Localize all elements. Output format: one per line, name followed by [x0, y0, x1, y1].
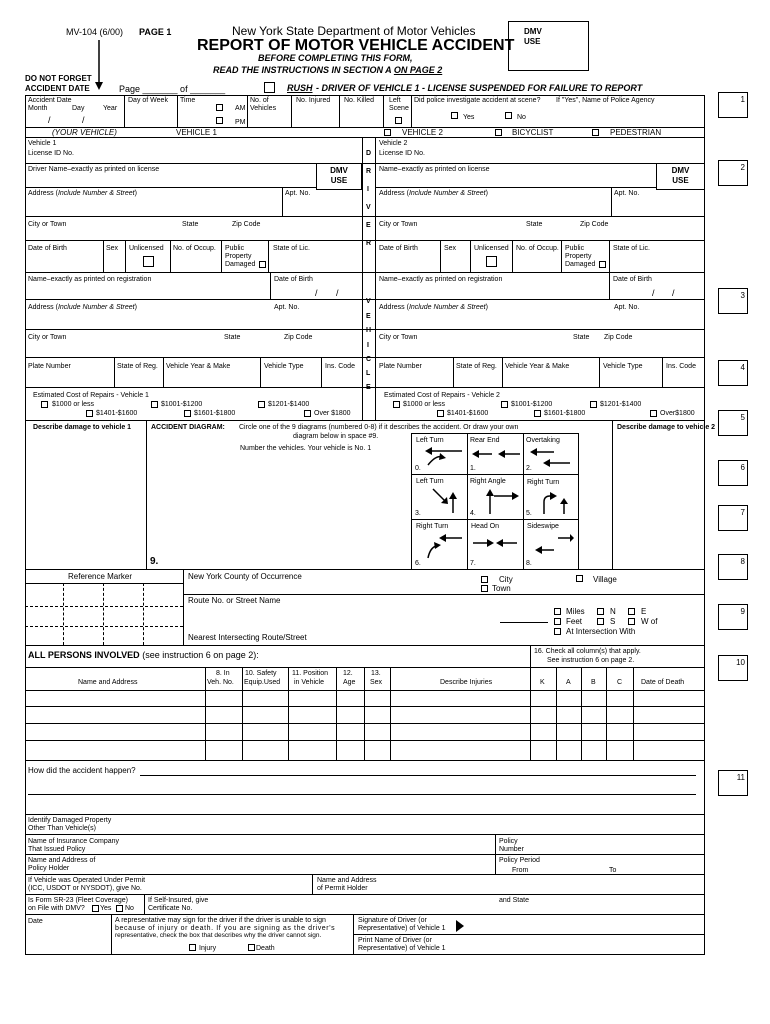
v2-cost-label: Estimated Cost of Repairs - Vehicle 2: [384, 392, 500, 399]
v2-cost-1000[interactable]: [393, 401, 400, 408]
arrow-right-icon: [456, 920, 464, 932]
col-8a: 8. In: [216, 670, 230, 677]
v2-cost-over[interactable]: [650, 410, 657, 417]
col-name-address: Name and Address: [78, 679, 138, 686]
v1-cost-over-label: Over $1800: [314, 410, 351, 417]
diagram-4-num[interactable]: 4.: [470, 510, 476, 517]
diagram-7-num[interactable]: 7.: [470, 560, 476, 567]
v2-reg-apt[interactable]: Apt. No.: [614, 304, 640, 311]
print-name-1[interactable]: Print Name of Driver (or: [358, 937, 432, 944]
police-agency-label: If "Yes", Name of Police Agency: [556, 97, 655, 104]
south-label: S: [610, 617, 616, 626]
diagram-space-9: 9.: [150, 556, 159, 567]
policy-number-2[interactable]: Number: [499, 846, 524, 853]
col-10b: Equip.Used: [244, 679, 281, 686]
v1-license-label: Vehicle 1: [28, 140, 57, 147]
v1-reg-city[interactable]: City or Town: [28, 334, 67, 341]
v2-zip[interactable]: Zip Code: [580, 221, 609, 228]
month-label: Month: [28, 105, 48, 112]
v1-sex[interactable]: Sex: [106, 245, 119, 252]
self-insured-1[interactable]: If Self-Insured, give: [148, 897, 209, 904]
diagram-1-label: Rear End: [470, 437, 500, 444]
v1-cost-label: Estimated Cost of Repairs - Vehicle 1: [33, 392, 149, 399]
city-label: City: [499, 575, 513, 584]
dmv-use-box: [508, 21, 589, 71]
identify-property-1[interactable]: Identify Damaged Property: [28, 817, 112, 824]
damage-v1-label: Describe damage to vehicle 1: [33, 424, 132, 431]
person-row-2[interactable]: [25, 723, 705, 724]
side-box-3: 3: [718, 288, 748, 314]
rep-text-1: A representative may sign for the driver if the driver is unable to sign: [115, 917, 326, 924]
v1-cost-1601[interactable]: [184, 410, 191, 417]
west-label: W of: [641, 617, 658, 626]
v1-unlicensed-checkbox[interactable]: [143, 256, 154, 267]
side-box-6: 6: [718, 460, 748, 486]
policy-holder-1[interactable]: Name and Address of: [28, 857, 96, 864]
v1-zip[interactable]: Zip Code: [232, 221, 261, 228]
side-box-2: 2: [718, 160, 748, 186]
col-k: K: [540, 679, 545, 686]
v2-cost-1601-label: $1601-$1800: [544, 410, 586, 417]
city-checkbox[interactable]: [481, 576, 488, 583]
v2-cost-over-label: Over$1800: [660, 410, 695, 417]
left-scene-label2: Scene: [389, 105, 409, 112]
v2-state[interactable]: State: [526, 221, 543, 228]
driver-vertical-e: E: [366, 222, 371, 229]
num-vehicles-label2: Vehicles: [250, 105, 277, 112]
col-11a: 11. Position: [292, 670, 329, 677]
how-happen-line1[interactable]: [140, 775, 696, 776]
v1-state-lic[interactable]: State of Lic.: [273, 245, 310, 252]
v1-cost-1201[interactable]: [258, 401, 265, 408]
police-yes-checkbox[interactable]: [451, 112, 458, 119]
county-label[interactable]: New York County of Occurrence: [188, 572, 302, 581]
v1-license-id[interactable]: License ID No.: [28, 150, 74, 157]
v2-reg-dob-slash1: /: [652, 288, 655, 298]
south-checkbox[interactable]: [597, 618, 604, 625]
num-injured-label: No. Injured: [296, 97, 331, 104]
person-row-3[interactable]: [25, 740, 705, 741]
diagram-0-label: Left Turn: [416, 437, 444, 444]
dmv-use-label2: USE: [524, 37, 541, 46]
v1-reg-dob-slash2: /: [336, 288, 339, 298]
accident-date-label: Accident Date: [28, 97, 72, 104]
date-label[interactable]: Date: [28, 918, 43, 925]
permit-holder-1[interactable]: Name and Address: [317, 877, 377, 884]
v2-cost-1000-label: $1000 or less: [403, 401, 446, 408]
v1-reg-dob[interactable]: Date of Birth: [274, 276, 313, 283]
v2-state-lic[interactable]: State of Lic.: [613, 245, 650, 252]
v2-sex[interactable]: Sex: [444, 245, 457, 252]
v2-cost-1401[interactable]: [437, 410, 444, 417]
v2-public-3: Damaged: [565, 261, 596, 268]
v2-year-make[interactable]: Vehicle Year & Make: [505, 363, 570, 370]
pm-checkbox[interactable]: [216, 117, 223, 124]
vehicle-vertical-e2: E: [366, 384, 371, 391]
v1-year-make[interactable]: Vehicle Year & Make: [166, 363, 231, 370]
person-row-1[interactable]: [25, 706, 705, 707]
forget-line1: DO NOT FORGET: [25, 74, 92, 83]
driver-vertical-r: R: [366, 168, 372, 175]
v1-occupants[interactable]: No. of Occup.: [173, 245, 216, 252]
agency-name: New York State Department of Motor Vehicles: [232, 24, 476, 38]
col-b: B: [591, 679, 596, 686]
diagram-7-label: Head On: [471, 523, 500, 530]
bicyclist-checkbox[interactable]: [495, 129, 502, 136]
persons-title: ALL PERSONS INVOLVED (see instruction 6 on page 2):: [28, 650, 259, 660]
v2-ins-code[interactable]: Ins. Code: [666, 363, 696, 370]
num-vehicles-label: No. of: [250, 97, 269, 104]
v2-license-id[interactable]: License ID No.: [379, 150, 425, 157]
v1-dmv-use: DMV USE: [316, 163, 362, 190]
diagram-instruction1: Circle one of the 9 diagrams (numbered 0-8) if it describes the accident. Or draw your own: [239, 424, 519, 431]
diagram-3-label: Left Turn: [416, 478, 444, 485]
pedestrian-label: PEDESTRIAN: [610, 128, 662, 137]
side-box-10: 10: [718, 655, 748, 681]
pedestrian-checkbox[interactable]: [592, 129, 599, 136]
bicyclist-label: BICYCLIST: [512, 128, 554, 137]
dmv-use-label: DMV: [524, 27, 542, 36]
diagram-6-num[interactable]: 6.: [415, 560, 421, 567]
east-label: E: [641, 607, 647, 616]
side-box-8: 8: [718, 554, 748, 580]
v2-cost-1401-label: $1401-$1600: [447, 410, 489, 417]
nearest-route-label[interactable]: Nearest Intersecting Route/Street: [188, 633, 307, 642]
v2-reg-name[interactable]: Name–exactly as printed on registration: [379, 276, 503, 283]
permit-2[interactable]: (ICC, USDOT or NYSDOT), give No.: [28, 885, 142, 892]
col-8b: Veh. No.: [207, 679, 234, 686]
diagram-6-arrows-icon: [424, 532, 464, 560]
v1-reg-apt[interactable]: Apt. No.: [274, 304, 300, 311]
v1-dob[interactable]: Date of Birth: [28, 245, 67, 252]
sr23-no-label: No: [125, 905, 134, 912]
permit-holder-2[interactable]: of Permit Holder: [317, 885, 368, 892]
v1-cost-1401[interactable]: [86, 410, 93, 417]
side-box-1: 1: [718, 92, 748, 118]
col-10a: 10. Safety: [245, 670, 277, 677]
am-checkbox[interactable]: [216, 104, 223, 111]
num-killed-label: No. Killed: [344, 97, 374, 104]
vehicle-vertical-e: E: [366, 313, 371, 320]
policy-from[interactable]: From: [512, 867, 529, 874]
page-of[interactable]: Page _______ of _______: [119, 84, 226, 94]
driver-vertical-i: I: [367, 186, 369, 193]
left-scene-checkbox[interactable]: [395, 117, 402, 124]
col-c: C: [617, 679, 623, 686]
signature-1[interactable]: Signature of Driver (or: [358, 917, 427, 924]
diagram-7-arrows-icon: [471, 537, 519, 549]
col-11b: in Vehicle: [294, 679, 324, 686]
rep-injury-label: Injury: [199, 945, 217, 952]
diagram-4-label: Right Angle: [470, 478, 506, 485]
date-slash1: /: [48, 115, 51, 125]
v1-state[interactable]: State: [182, 221, 199, 228]
year-label: Year: [103, 105, 118, 112]
v1-state-reg[interactable]: State of Reg.: [117, 363, 158, 370]
v2-public-2: Property: [565, 253, 592, 260]
town-checkbox[interactable]: [481, 585, 488, 592]
v1-reg-state[interactable]: State: [224, 334, 241, 341]
v2-unlicensed: Unlicensed: [474, 245, 509, 252]
reference-marker-label: Reference Marker: [68, 572, 133, 581]
side-box-4: 4: [718, 360, 748, 386]
v1-cost-1000[interactable]: [41, 401, 48, 408]
vehicle-vertical-l: L: [366, 370, 371, 377]
diagram-8-label: Sideswipe: [527, 523, 559, 530]
self-insured-2[interactable]: Certificate No.: [148, 905, 193, 912]
v2-plate[interactable]: Plate Number: [379, 363, 422, 370]
v1-public-checkbox[interactable]: [259, 261, 266, 268]
v2-reg-zip[interactable]: Zip Code: [604, 334, 633, 341]
forget-line2: ACCIDENT DATE: [25, 84, 90, 93]
v2-dob[interactable]: Date of Birth: [379, 245, 418, 252]
diagram-0-arrows-icon: [422, 445, 464, 467]
diagram-5-num[interactable]: 5.: [526, 510, 532, 517]
persons-check1: 16. Check all column(s) that apply.: [534, 648, 641, 655]
v1-vehicle-type[interactable]: Vehicle Type: [264, 363, 304, 370]
side-box-11: 11: [718, 770, 748, 796]
diagram-6-label: Right Turn: [416, 523, 449, 530]
col-13b: Sex: [370, 679, 383, 686]
how-happen-label: How did the accident happen?: [28, 766, 136, 775]
vehicle-2-heading: VEHICLE 2: [402, 128, 443, 137]
v2-reg-city[interactable]: City or Town: [379, 334, 418, 341]
driver-vertical-r2: R: [366, 240, 372, 247]
v2-reg-dob-slash2: /: [672, 288, 675, 298]
driver-vertical-v: V: [366, 204, 371, 211]
diagram-2-label: Overtaking: [526, 437, 560, 444]
route-label[interactable]: Route No. or Street Name: [188, 596, 281, 605]
insurance-company-1[interactable]: Name of Insurance Company: [28, 838, 120, 845]
v2-reg-dob[interactable]: Date of Birth: [613, 276, 652, 283]
persons-check2: See instruction 6 on page 2.: [547, 657, 635, 664]
col-12a: 12.: [343, 670, 353, 677]
policy-to[interactable]: To: [609, 867, 617, 874]
west-checkbox[interactable]: [628, 618, 635, 625]
diagram-8-num[interactable]: 8.: [526, 560, 532, 567]
v2-unlicensed-checkbox[interactable]: [486, 256, 497, 267]
diagram-instruction3: Number the vehicles. Your vehicle is No. 1: [240, 445, 372, 452]
time-label: Time: [180, 97, 196, 104]
intersection-checkbox[interactable]: [554, 628, 561, 635]
side-box-9: 9: [718, 604, 748, 630]
v1-cost-1000-label: $1000 or less: [52, 401, 95, 408]
v1-reg-address[interactable]: Address (Include Number & Street): [28, 304, 137, 311]
v2-public-checkbox[interactable]: [599, 261, 606, 268]
date-slash2: /: [82, 115, 85, 125]
v2-reg-address[interactable]: Address (Include Number & Street): [379, 304, 488, 311]
side-box-7: 7: [718, 505, 748, 531]
vehicle-vertical-i: I: [367, 342, 369, 349]
feet-checkbox[interactable]: [554, 618, 561, 625]
north-label: N: [610, 607, 616, 616]
v1-cost-1001[interactable]: [151, 401, 158, 408]
print-name-2[interactable]: Representative) of Vehicle 1: [358, 945, 446, 952]
diagram-1-arrows-icon: [472, 448, 522, 460]
vehicle-vertical-v: V: [366, 298, 371, 305]
day-label: Day: [72, 105, 85, 112]
diagram-0-num[interactable]: 0.: [415, 465, 421, 472]
police-no-label: No: [517, 114, 526, 121]
v1-public-1: Public: [225, 245, 245, 252]
v1-apt[interactable]: Apt. No.: [285, 190, 311, 197]
v2-occupants[interactable]: No. of Occup.: [516, 245, 559, 252]
your-vehicle-label: (YOUR VEHICLE): [52, 128, 117, 137]
north-checkbox[interactable]: [597, 608, 604, 615]
v2-dmv-use: DMV USE: [656, 163, 705, 190]
town-label: Town: [492, 584, 511, 593]
diagram-3-num[interactable]: 3.: [415, 510, 421, 517]
v2-driver-name[interactable]: Name–exactly as printed on license: [379, 166, 490, 173]
vehicle-2-checkbox[interactable]: [384, 129, 391, 136]
feet-label: Feet: [566, 617, 583, 626]
sr23-no-checkbox[interactable]: [116, 905, 123, 912]
col-date-death: Date of Death: [641, 679, 685, 686]
v1-cost-1201-label: $1201-$1400: [268, 401, 310, 408]
col-injuries: Describe Injuries: [440, 679, 493, 686]
diagram-4-arrows-icon: [474, 486, 520, 516]
v2-cost-1601[interactable]: [534, 410, 541, 417]
signature-2[interactable]: Representative) of Vehicle 1: [358, 925, 446, 932]
v2-license-label: Vehicle 2: [379, 140, 408, 147]
v1-public-3: Damaged: [225, 261, 256, 268]
permit-1[interactable]: If Vehicle was Operated Under Permit: [28, 877, 146, 884]
miles-checkbox[interactable]: [554, 608, 561, 615]
v2-apt[interactable]: Apt. No.: [614, 190, 640, 197]
v1-city[interactable]: City or Town: [28, 221, 67, 228]
diagram-title: ACCIDENT DIAGRAM:: [151, 424, 225, 431]
col-a: A: [566, 679, 571, 686]
pm-label: PM: [235, 119, 246, 126]
rush-text: - DRIVER OF VEHICLE 1 - LICENSE SUSPENDED FOR FAILURE TO REPORT: [316, 83, 643, 93]
village-checkbox[interactable]: [576, 575, 583, 582]
v1-public-2: Property: [225, 253, 252, 260]
policy-period: Policy Period: [499, 857, 540, 864]
v1-unlicensed: Unlicensed: [129, 245, 164, 252]
arrow-down-icon: [94, 40, 104, 92]
policy-holder-2[interactable]: Policy Holder: [28, 865, 70, 872]
diagram-2-arrows-icon: [530, 447, 572, 469]
diagram-8-arrows-icon: [534, 533, 574, 557]
v2-vehicle-type[interactable]: Vehicle Type: [603, 363, 643, 370]
v2-address[interactable]: Address (Include Number & Street): [379, 190, 488, 197]
rep-injury-checkbox[interactable]: [189, 944, 196, 951]
form-id: MV-104 (6/00): [66, 27, 124, 37]
v2-cost-1201-label: $1201-$1400: [600, 401, 642, 408]
damage-v2-label: Describe damage to vehicle 2: [617, 424, 716, 431]
left-scene-label: Left: [389, 97, 401, 104]
police-no-checkbox[interactable]: [505, 112, 512, 119]
police-yes-label: Yes: [463, 114, 475, 121]
miles-label: Miles: [566, 607, 585, 616]
rush-label: RUSH: [287, 83, 313, 93]
v1-cost-1601-label: $1601-$1800: [194, 410, 236, 417]
insurance-company-2[interactable]: That Issued Policy: [28, 846, 86, 853]
sr23-1: Is Form SR-23 (Fleet Coverage): [28, 897, 128, 904]
v1-cost-1001-label: $1001-$1200: [161, 401, 203, 408]
v1-cost-over[interactable]: [304, 410, 311, 417]
rep-text-2: because of injury or death. If you are signing as the driver's: [115, 925, 336, 932]
v2-state-reg[interactable]: State of Reg.: [456, 363, 497, 370]
vehicle-1-heading: VEHICLE 1: [176, 128, 217, 137]
day-of-week-label: Day of Week: [128, 97, 168, 104]
v1-address[interactable]: Address (Include Number & Street): [28, 190, 137, 197]
v1-reg-zip[interactable]: Zip Code: [284, 334, 313, 341]
side-box-5: 5: [718, 410, 748, 436]
intersection-label: At Intersection With: [566, 627, 636, 636]
v2-public-1: Public: [565, 245, 585, 252]
v1-ins-code[interactable]: Ins. Code: [325, 363, 355, 370]
sr23-2: on File with DMV?: [28, 905, 85, 912]
col-12b: Age: [343, 679, 356, 686]
and-state[interactable]: and State: [499, 897, 529, 904]
v1-plate[interactable]: Plate Number: [28, 363, 71, 370]
v2-reg-state[interactable]: State: [573, 334, 590, 341]
how-happen-line2[interactable]: [28, 794, 696, 795]
driver-vertical-d: D: [366, 150, 372, 157]
rep-death-checkbox[interactable]: [248, 944, 255, 951]
instructions-line1: BEFORE COMPLETING THIS FORM,: [258, 53, 413, 63]
v2-cost-1201[interactable]: [590, 401, 597, 408]
identify-property-2[interactable]: Other Than Vehicle(s): [28, 825, 96, 832]
v1-cost-1401-label: $1401-$1600: [96, 410, 138, 417]
police-question: Did police investigate accident at scene?: [414, 97, 541, 104]
v1-driver-name[interactable]: Driver Name–exactly as printed on license: [28, 166, 160, 173]
diagram-instruction2: diagram below in space #9.: [293, 433, 379, 440]
sr23-yes-checkbox[interactable]: [92, 905, 99, 912]
v1-reg-name[interactable]: Name–exactly as printed on registration: [28, 276, 152, 283]
v2-cost-1001-label: $1001-$1200: [511, 401, 553, 408]
diagram-5-label: Right Turn: [527, 479, 560, 486]
rep-text-3: representative, check the box that describes why the driver cannot sign.: [115, 932, 322, 939]
col-13a: 13.: [371, 670, 381, 677]
instructions-line2: READ THE INSTRUCTIONS IN SECTION A ON PAGE 2: [213, 65, 443, 75]
page-1-label: PAGE 1: [139, 27, 172, 37]
v2-cost-1001[interactable]: [501, 401, 508, 408]
village-label: Village: [593, 575, 617, 584]
v1-reg-dob-slash1: /: [315, 288, 318, 298]
am-label: AM: [235, 105, 246, 112]
rush-checkbox[interactable]: [264, 82, 275, 93]
east-checkbox[interactable]: [628, 608, 635, 615]
sr23-yes-label: Yes: [100, 905, 112, 912]
diagram-1-num[interactable]: 1.: [470, 465, 476, 472]
v2-city[interactable]: City or Town: [379, 221, 418, 228]
rep-death-label: Death: [256, 945, 275, 952]
diagram-3-arrows-icon: [425, 485, 465, 515]
diagram-5-arrows-icon: [534, 488, 574, 516]
policy-number-1[interactable]: Policy: [499, 838, 518, 845]
vehicle-vertical-c: C: [366, 356, 372, 363]
vehicle-vertical-h: H: [366, 327, 372, 334]
form-title: REPORT OF MOTOR VEHICLE ACCIDENT: [197, 37, 515, 54]
diagram-2-num[interactable]: 2.: [526, 465, 532, 472]
